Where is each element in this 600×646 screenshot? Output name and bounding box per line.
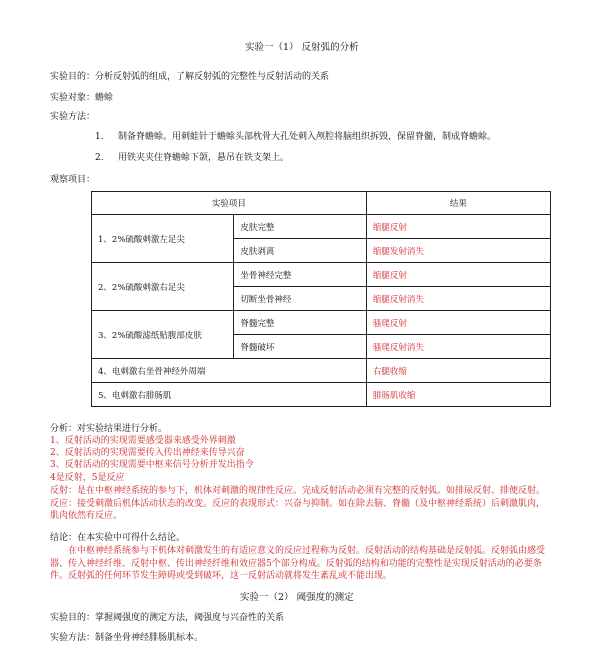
condition-cell: 坐骨神经完整 [234, 263, 366, 287]
item-cell: 3、2%硫酸滤纸贴腹部皮肤 [92, 311, 234, 359]
condition-cell: 脊髓破坏 [234, 335, 366, 359]
conclusion-text: 在中枢神经系统参与下机体对刺激发生的有适应意义的反应过程称为反射。反射活动的结构基础是反射弧。反射弧由感受器、传入神经纤维、反射中枢、传出神经纤维和效应器5个部分构成。反射弧的结构和功能的完整性是实现反射活动的必要条件。反射弧的任何环节发生障碍或受到破坏，这一反射活动就将发生紊乱或不能出现。 [50, 546, 546, 581]
result-cell: 缩腿发射消失 [366, 239, 550, 263]
section2-method: 实验方法：制备坐骨神经腓肠肌标本。 [50, 633, 204, 643]
item-cell: 1、2%硫酸刺激左足尖 [92, 215, 234, 263]
reflex-explanation: 反射：是在中枢神经系统的参与下，机体对刺激的规律性反应。完成反射活动必须有完整的反射弧。如排尿反射、排便反射。反应：接受刺激后机体活动状态的改变。反应的表现形式：兴奋与抑制。如在除去脑、脊髓（及中枢神经系统）后刺激肌肉，肌肉依然有反应。 [50, 486, 546, 521]
analysis-label: 分析：对实验结果进行分析。 [50, 424, 168, 434]
result-cell: 腓肠肌收缩 [366, 383, 550, 407]
section1-title: 实验一（1） 反射弧的分析 [245, 42, 359, 53]
step-number: 2. [95, 153, 104, 163]
header-result: 结果 [366, 192, 550, 215]
condition-cell: 皮肤完整 [234, 215, 366, 239]
item-cell: 4、电刺激右坐骨神经外周端 [92, 359, 367, 383]
table-row [92, 215, 551, 239]
section2-title: 实验一（2） 阈强度的测定 [240, 592, 354, 603]
step-text: 用铁夹夹住脊蟾蜍下颌，悬吊在铁支架上。 [118, 153, 290, 163]
result-cell: 缩腿反射消失 [366, 287, 550, 311]
table-row [92, 311, 551, 335]
section2-purpose: 实验目的：掌握阈强度的测定方法，阈强度与兴奋性的关系 [50, 613, 285, 623]
experiment-purpose: 实验目的：分析反射弧的组成，了解反射弧的完整性与反射活动的关系 [50, 72, 330, 82]
analysis-point: 4是反射，5是反应 [50, 473, 125, 483]
conclusion-label: 结论：在本实验中可得什么结论。 [50, 533, 186, 543]
analysis-point: 1、反射活动的实现需要感受器来感受外界刺激 [50, 436, 236, 446]
observe-label: 观察项目： [50, 175, 96, 185]
table-row [92, 383, 551, 407]
item-cell: 5、电刺激右腓肠肌 [92, 383, 367, 407]
result-cell: 骚爬反射消失 [366, 335, 550, 359]
condition-cell: 切断坐骨神经 [234, 287, 366, 311]
step-number: 1. [95, 132, 104, 142]
table-row [92, 359, 551, 383]
condition-cell: 脊髓完整 [234, 311, 366, 335]
result-cell: 骚爬反射 [366, 311, 550, 335]
experiment-subject: 实验对象：蟾蜍 [50, 93, 114, 103]
analysis-point: 2、反射活动的实现需要传入传出神经来传导兴奋 [50, 448, 245, 458]
table-row [92, 263, 551, 287]
table-header-row [92, 192, 551, 215]
result-cell: 右腿收缩 [366, 359, 550, 383]
header-item: 实验项目 [92, 192, 367, 215]
results-table [91, 191, 551, 407]
result-cell: 缩腿反射 [366, 263, 550, 287]
method-label: 实验方法： [50, 112, 96, 122]
result-cell: 缩腿反射 [366, 215, 550, 239]
step-text: 制备脊蟾蜍。用刺蛙针于蟾蜍头部枕骨大孔处刺入颅腔将脑组织拆毁，保留脊髓，制成脊蟾蜍。 [118, 132, 497, 142]
item-cell: 2、2%硫酸刺激右足尖 [92, 263, 234, 311]
condition-cell: 皮肤剥离 [234, 239, 366, 263]
analysis-point: 3、反射活动的实现需要中枢来信号分析并发出指令 [50, 460, 254, 470]
